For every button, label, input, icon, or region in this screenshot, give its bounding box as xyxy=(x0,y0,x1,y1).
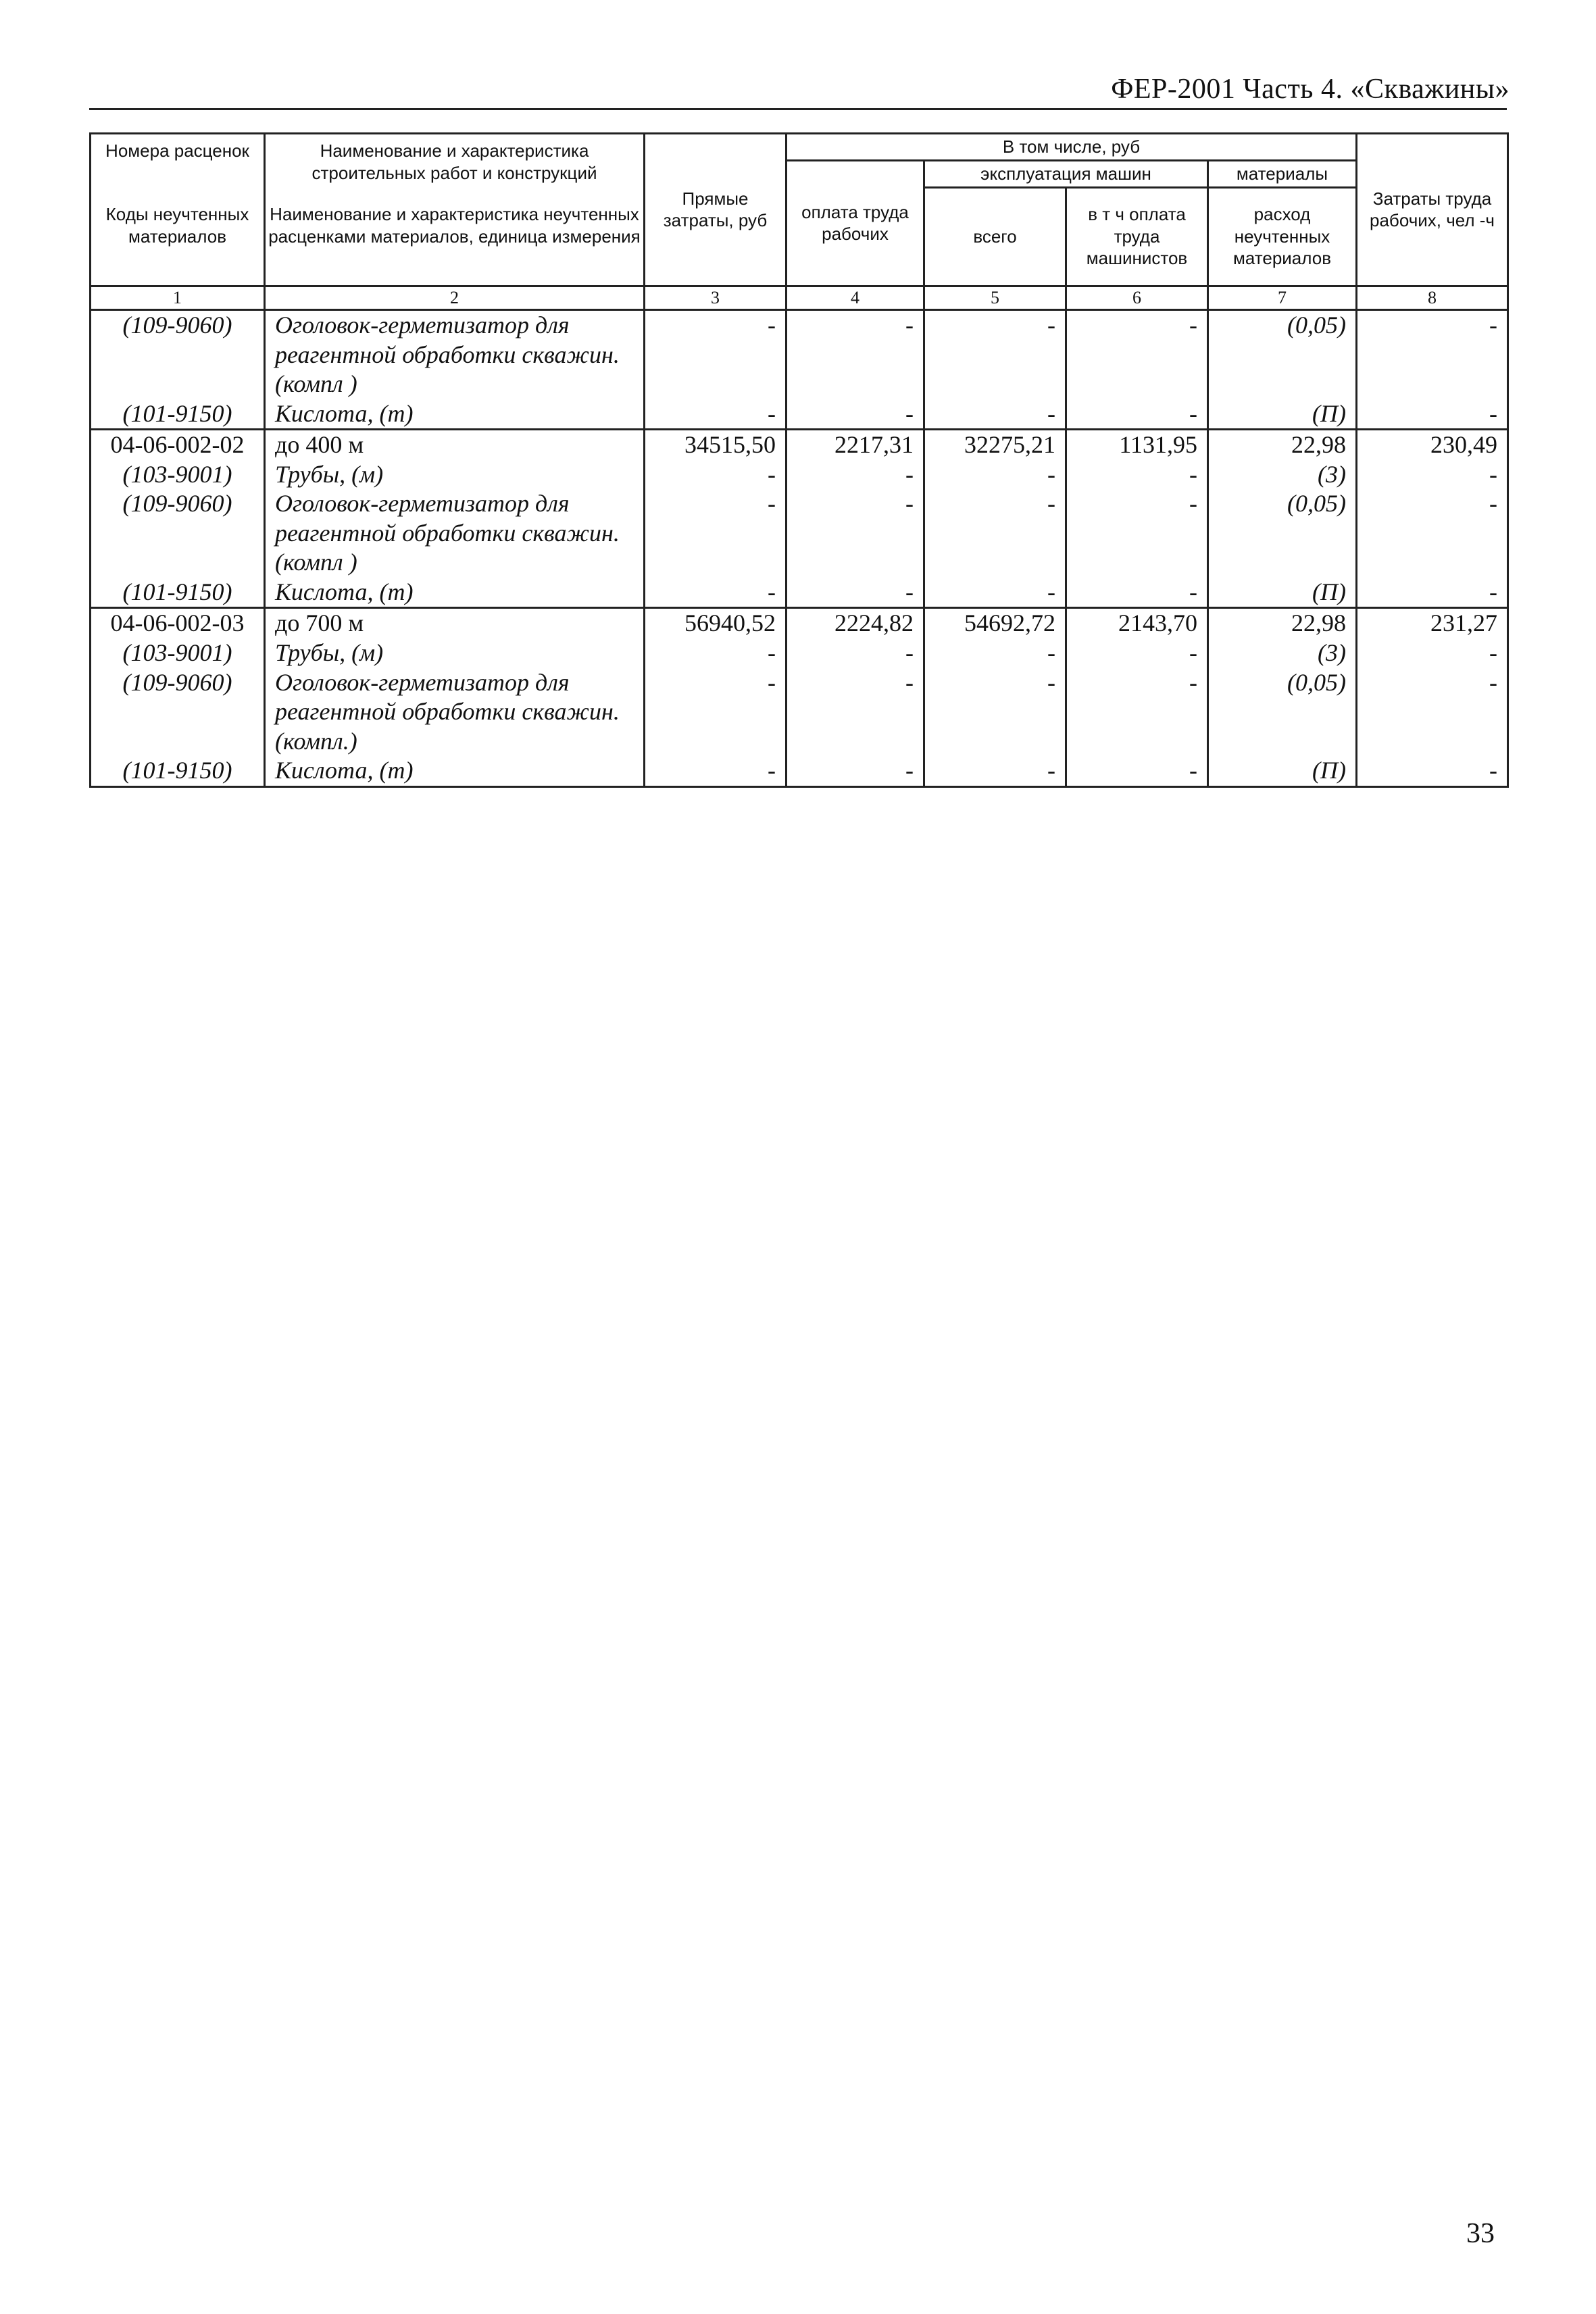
material-consumption-value: (0,05) xyxy=(1208,668,1357,757)
material-code: (101-9150) xyxy=(91,399,265,430)
table-row xyxy=(91,399,1508,430)
machinist-pay-value: - xyxy=(1066,638,1208,668)
worker-pay-value: - xyxy=(787,489,924,578)
table-row xyxy=(91,638,1508,668)
worker-pay-value: - xyxy=(787,668,924,757)
worker-pay-value: 2224,82 xyxy=(787,608,924,638)
direct-costs-value: - xyxy=(645,310,787,399)
material-name: Кислота, (т) xyxy=(265,399,645,430)
labor-hours-value: - xyxy=(1357,638,1508,668)
header-labor-hours: Затраты труда рабочих, чел -ч xyxy=(1357,134,1508,286)
material-name: Кислота, (т) xyxy=(265,578,645,608)
machines-total-value: 32275,21 xyxy=(924,430,1066,460)
material-consumption-value: (0,05) xyxy=(1208,489,1357,578)
column-number: 1 xyxy=(91,286,265,310)
header-machine-operation: эксплуатация машин xyxy=(924,160,1208,187)
column-number: 2 xyxy=(265,286,645,310)
machinist-pay-value: 1131,95 xyxy=(1066,430,1208,460)
material-consumption-value: 22,98 xyxy=(1208,608,1357,638)
direct-costs-value: 56940,52 xyxy=(645,608,787,638)
page-number: 33 xyxy=(1466,2218,1495,2249)
column-number: 8 xyxy=(1357,286,1508,310)
worker-pay-value: - xyxy=(787,756,924,786)
table-row xyxy=(91,489,1508,578)
header-material-codes: Коды неучтенных материалов xyxy=(91,187,265,286)
machines-total-value: - xyxy=(924,460,1066,490)
table-header xyxy=(91,134,1508,310)
machines-total-value: - xyxy=(924,756,1066,786)
material-code: (109-9060) xyxy=(91,310,265,399)
labor-hours-value: - xyxy=(1357,310,1508,399)
rate-number: 04-06-002-03 xyxy=(91,608,265,638)
table-row xyxy=(91,608,1508,638)
rate-number: 04-06-002-02 xyxy=(91,430,265,460)
machinist-pay-value: - xyxy=(1066,489,1208,578)
table-row xyxy=(91,460,1508,490)
material-code: (103-9001) xyxy=(91,460,265,490)
header-materials: материалы xyxy=(1208,160,1357,187)
labor-hours-value: - xyxy=(1357,578,1508,608)
material-name: Оголовок-герметизатор для реагентной обработки скважин. (компл ) xyxy=(265,310,645,399)
worker-pay-value: - xyxy=(787,310,924,399)
material-consumption-value: (0,05) xyxy=(1208,310,1357,399)
machines-total-value: - xyxy=(924,489,1066,578)
material-name: Трубы, (м) xyxy=(265,638,645,668)
direct-costs-value: - xyxy=(645,668,787,757)
table-row xyxy=(91,756,1508,786)
material-name: Трубы, (м) xyxy=(265,460,645,490)
work-name: до 700 м xyxy=(265,608,645,638)
labor-hours-value: - xyxy=(1357,460,1508,490)
labor-hours-value: 230,49 xyxy=(1357,430,1508,460)
table-row xyxy=(91,578,1508,608)
machinist-pay-value: 2143,70 xyxy=(1066,608,1208,638)
column-numbers-row xyxy=(91,286,1508,310)
material-code: (109-9060) xyxy=(91,668,265,757)
worker-pay-value: - xyxy=(787,578,924,608)
table-row xyxy=(91,668,1508,757)
material-name: Оголовок-герметизатор для реагентной обработки скважин. (компл ) xyxy=(265,489,645,578)
header-material-name: Наименование и характеристика неучтенных расценками материалов, единица измерения xyxy=(265,187,645,286)
header-material-consumption: расход неучтенных материалов xyxy=(1208,187,1357,286)
direct-costs-value: - xyxy=(645,756,787,786)
direct-costs-value: - xyxy=(645,578,787,608)
material-consumption-value: (П) xyxy=(1208,756,1357,786)
header-divider xyxy=(89,108,1507,110)
machinist-pay-value: - xyxy=(1066,460,1208,490)
machinist-pay-value: - xyxy=(1066,756,1208,786)
machines-total-value: - xyxy=(924,638,1066,668)
material-code: (101-9150) xyxy=(91,756,265,786)
header-including: В том числе, руб xyxy=(787,134,1357,161)
work-name: до 400 м xyxy=(265,430,645,460)
header-direct-costs: Прямые затраты, руб xyxy=(645,134,787,286)
material-consumption-value: (3) xyxy=(1208,460,1357,490)
direct-costs-value: 34515,50 xyxy=(645,430,787,460)
material-consumption-value: 22,98 xyxy=(1208,430,1357,460)
material-consumption-value: (П) xyxy=(1208,578,1357,608)
direct-costs-value: - xyxy=(645,460,787,490)
material-code: (101-9150) xyxy=(91,578,265,608)
header-worker-pay: оплата труда рабочих xyxy=(787,160,924,286)
worker-pay-value: - xyxy=(787,638,924,668)
worker-pay-value: 2217,31 xyxy=(787,430,924,460)
header-rate-numbers: Номера расценок xyxy=(91,134,265,188)
material-consumption-value: (3) xyxy=(1208,638,1357,668)
table-row xyxy=(91,310,1508,399)
column-number: 7 xyxy=(1208,286,1357,310)
direct-costs-value: - xyxy=(645,638,787,668)
worker-pay-value: - xyxy=(787,399,924,430)
direct-costs-value: - xyxy=(645,489,787,578)
worker-pay-value: - xyxy=(787,460,924,490)
column-number: 5 xyxy=(924,286,1066,310)
direct-costs-value: - xyxy=(645,399,787,430)
machines-total-value: 54692,72 xyxy=(924,608,1066,638)
header-machines-total: всего xyxy=(924,187,1066,286)
labor-hours-value: - xyxy=(1357,399,1508,430)
material-consumption-value: (П) xyxy=(1208,399,1357,430)
machines-total-value: - xyxy=(924,310,1066,399)
machinist-pay-value: - xyxy=(1066,310,1208,399)
machines-total-value: - xyxy=(924,668,1066,757)
material-name: Кислота, (т) xyxy=(265,756,645,786)
table-row xyxy=(91,430,1508,460)
labor-hours-value: 231,27 xyxy=(1357,608,1508,638)
labor-hours-value: - xyxy=(1357,756,1508,786)
column-number: 4 xyxy=(787,286,924,310)
machines-total-value: - xyxy=(924,399,1066,430)
labor-hours-value: - xyxy=(1357,668,1508,757)
machinist-pay-value: - xyxy=(1066,578,1208,608)
header-machinist-pay: в т ч оплата труда машинистов xyxy=(1066,187,1208,286)
machines-total-value: - xyxy=(924,578,1066,608)
material-code: (103-9001) xyxy=(91,638,265,668)
page-header-title: ФЕР-2001 Часть 4. «Скважины» xyxy=(1111,74,1510,105)
material-code: (109-9060) xyxy=(91,489,265,578)
header-work-name: Наименование и характеристика строительных работ и конструкций xyxy=(265,134,645,188)
column-number: 6 xyxy=(1066,286,1208,310)
material-name: Оголовок-герметизатор для реагентной обработки скважин. (компл.) xyxy=(265,668,645,757)
rates-table xyxy=(89,132,1509,788)
machinist-pay-value: - xyxy=(1066,399,1208,430)
machinist-pay-value: - xyxy=(1066,668,1208,757)
labor-hours-value: - xyxy=(1357,489,1508,578)
column-number: 3 xyxy=(645,286,787,310)
